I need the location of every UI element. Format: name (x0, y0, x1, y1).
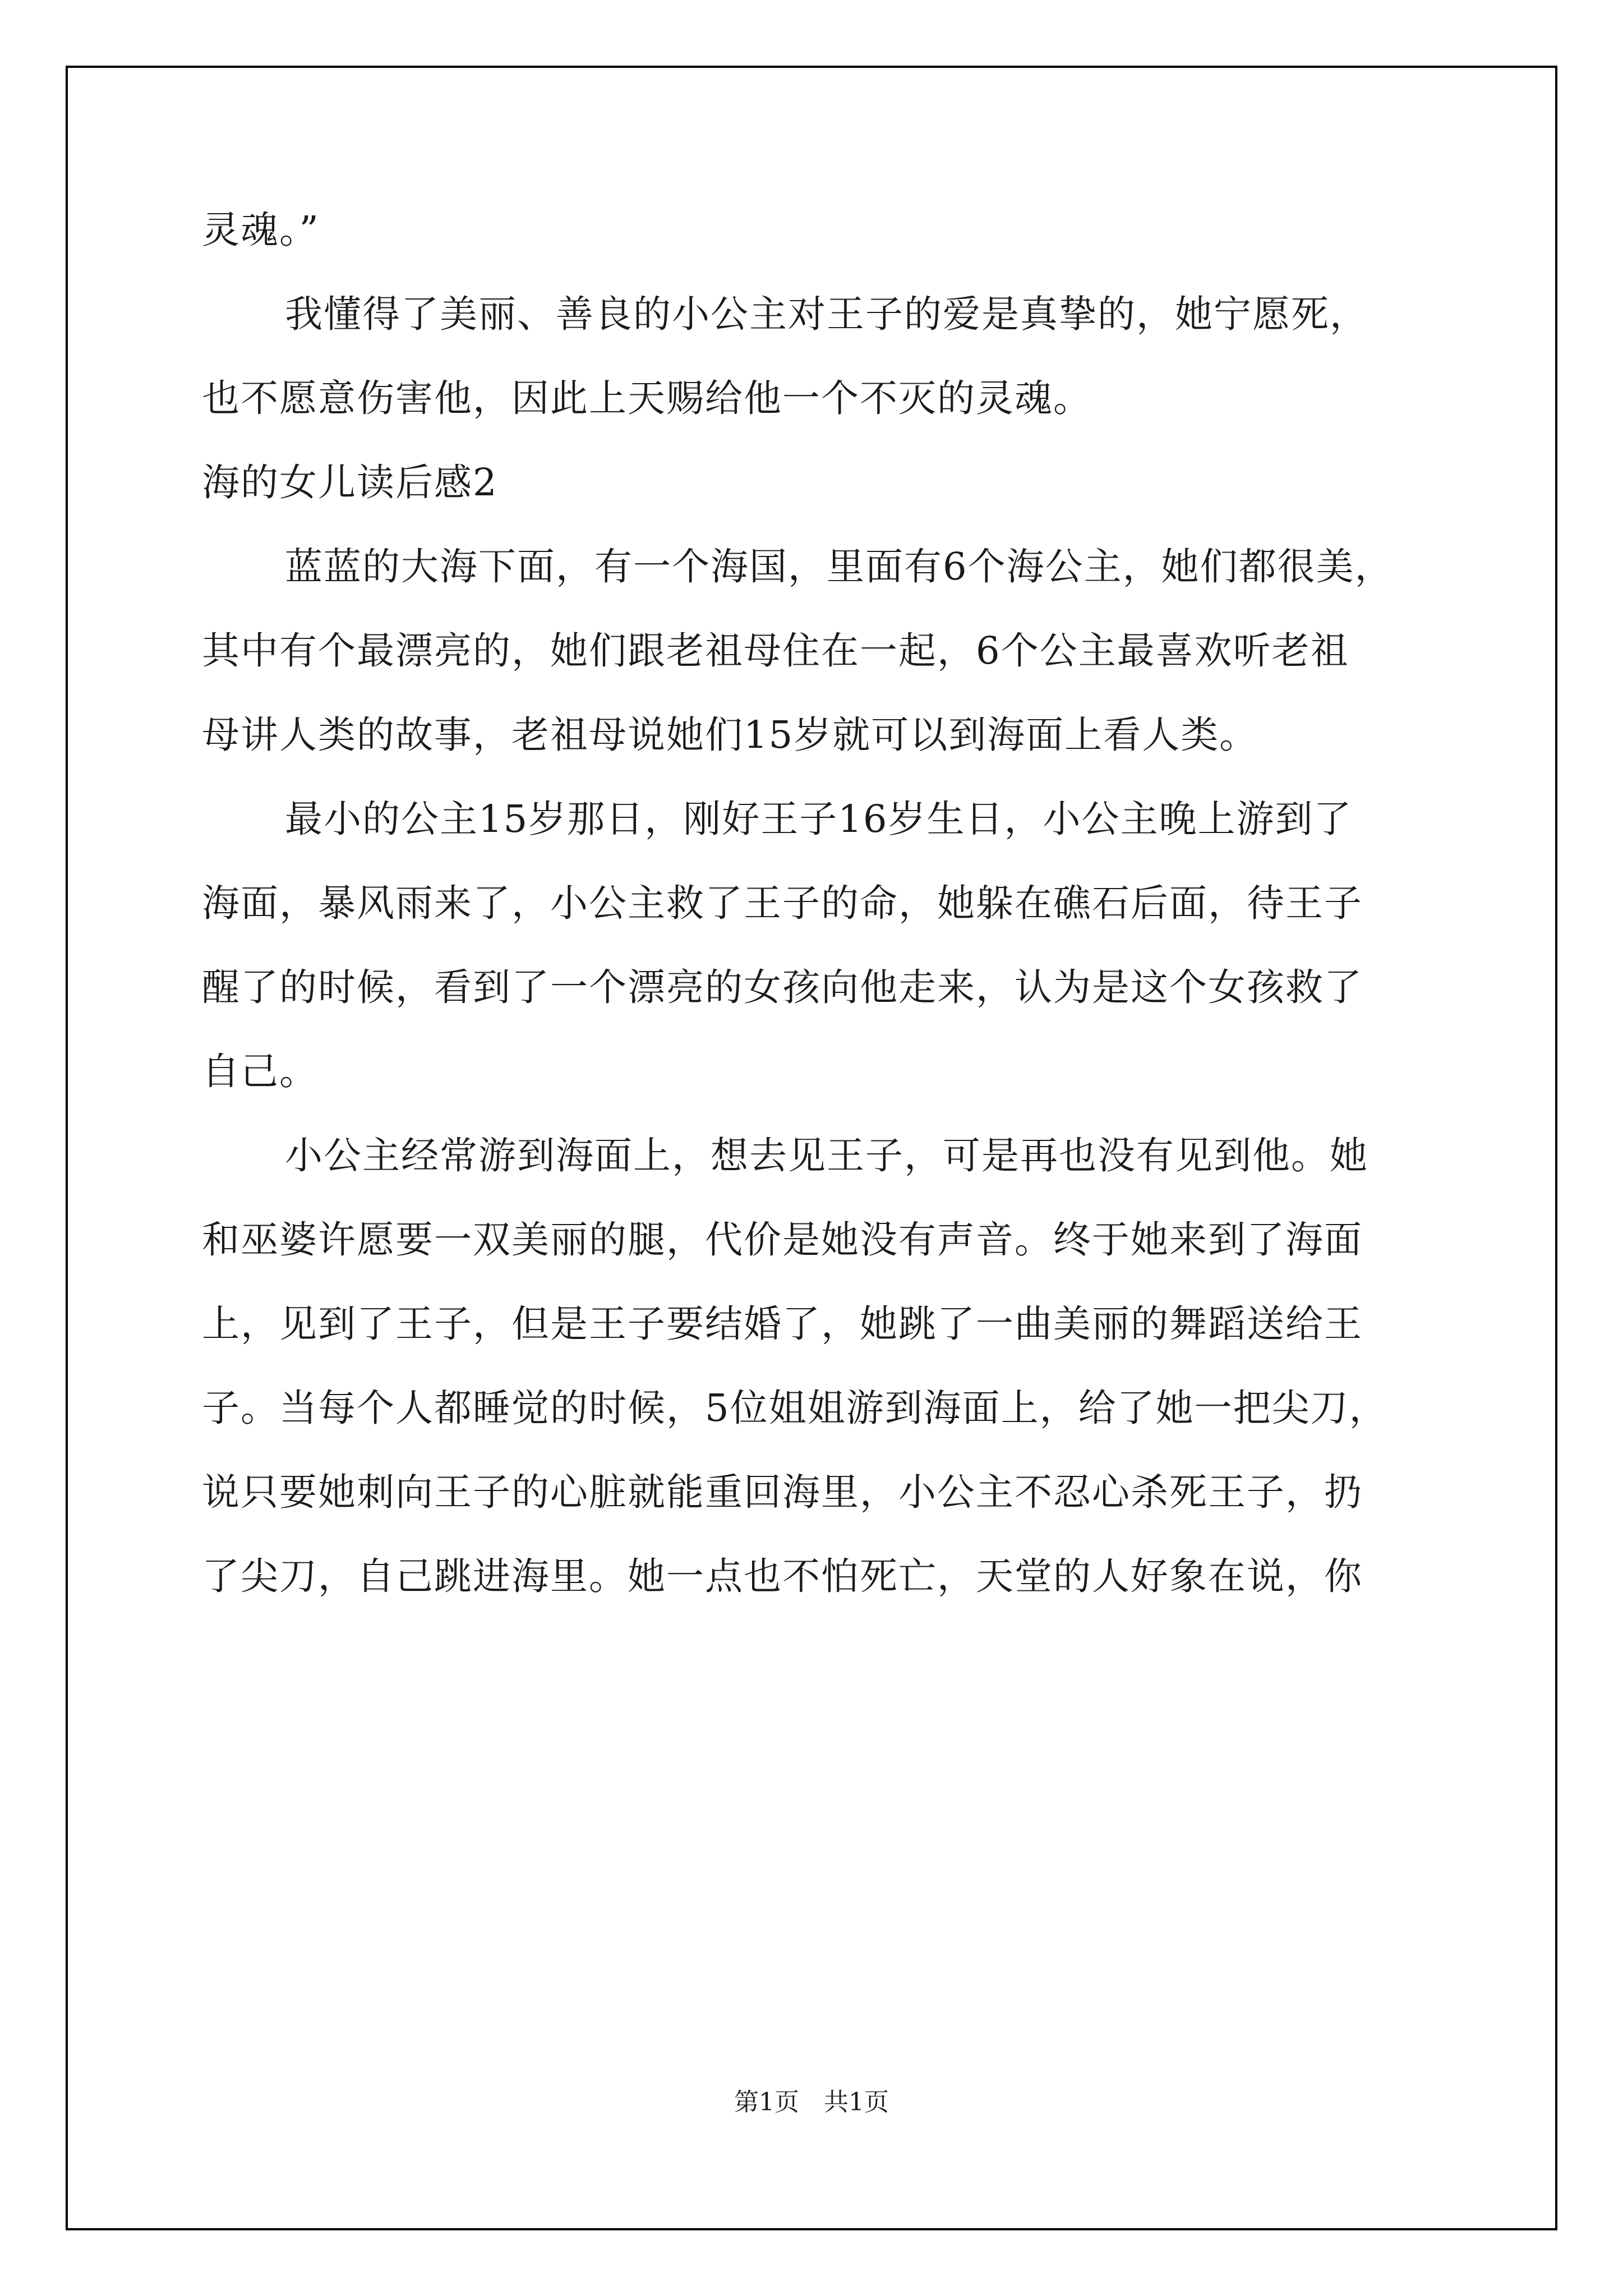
text-line: 说只要她刺向王子的心脏就能重回海里，小公主不忍心杀死王子，扔 (202, 1470, 1363, 1514)
text-line: 醒了的时候，看到了一个漂亮的女孩向他走来，认为是这个女孩救了 (202, 965, 1363, 1009)
section-heading: 海的女儿读后感2 (202, 461, 498, 504)
text-line: 其中有个最漂亮的，她们跟老祖母住在一起，6个公主最喜欢听老祖 (202, 629, 1349, 673)
text-line: 子。当每个人都睡觉的时候，5位姐姐游到海面上，给了她一把尖刀， (202, 1386, 1388, 1430)
text-line: 和巫婆许愿要一双美丽的腿，代价是她没有声音。终于她来到了海面 (202, 1218, 1363, 1262)
text-line: 母讲人类的故事，老祖母说她们15岁就可以到海面上看人类。 (202, 713, 1258, 757)
text-line: 了尖刀，自己跳进海里。她一点也不怕死亡，天堂的人好象在说，你 (202, 1554, 1363, 1598)
text-line: 海面，暴风雨来了，小公主救了王子的命，她躲在礁石后面，待王子 (202, 881, 1363, 925)
paragraph-line: 蓝蓝的大海下面，有一个海国，里面有6个海公主，她们都很美， (285, 545, 1394, 588)
text-line: 自己。 (202, 1050, 318, 1093)
paragraph-line: 最小的公主15岁那日，刚好王子16岁生日，小公主晚上游到了 (285, 797, 1353, 841)
page-number-footer: 第1页 共1页 (734, 2088, 889, 2116)
paragraph-line: 我懂得了美丽、善良的小公主对王子的爱是真挚的，她宁愿死， (285, 292, 1368, 336)
text-line: 灵魂。” (202, 208, 320, 252)
paragraph-line: 小公主经常游到海面上，想去见王子，可是再也没有见到他。她 (285, 1134, 1368, 1177)
text-line: 也不愿意伤害他，因此上天赐给他一个不灭的灵魂。 (202, 376, 1092, 420)
text-line: 上，见到了王子，但是王子要结婚了，她跳了一曲美丽的舞蹈送给王 (202, 1302, 1363, 1346)
